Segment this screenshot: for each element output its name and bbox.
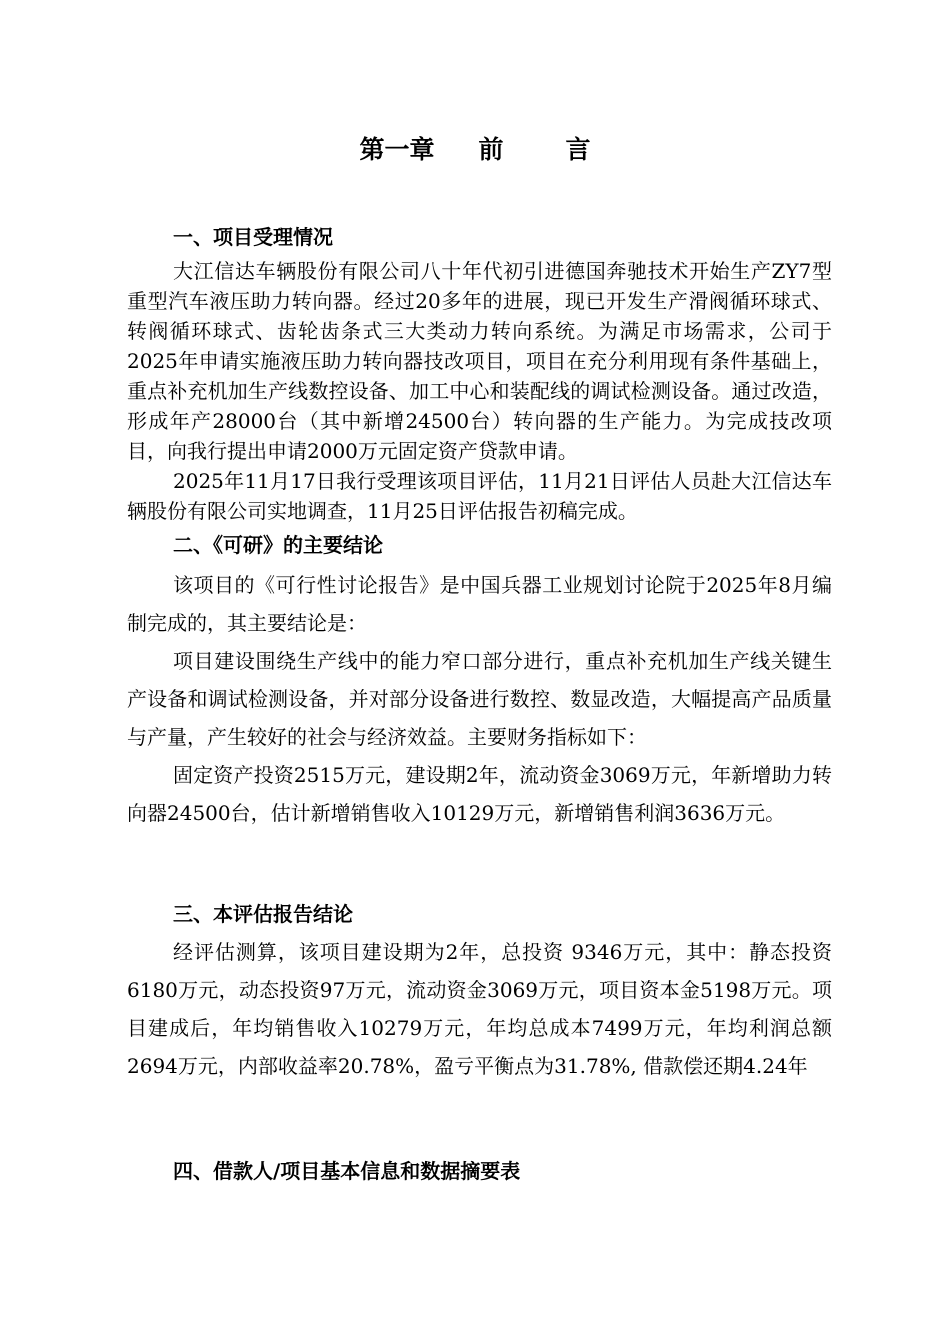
section-3 <box>127 899 832 1085</box>
chapter-title-char-2: 言 <box>565 135 591 164</box>
section-1 <box>127 222 832 526</box>
section-2-heading: 二、《可研》的主要结论 <box>173 533 383 557</box>
section-4-heading: 四、借款人/项目基本信息和数据摘要表 <box>173 1159 521 1183</box>
section-4 <box>127 1156 832 1186</box>
chapter-title-char-1: 前 <box>478 135 504 164</box>
section-3-heading: 三、本评估报告结论 <box>173 902 353 926</box>
section-1-paragraph-2: 2025年11月17日我行受理该项目评估，11月21日评估人员赴大江信达车辆股份有限公司实地调查，11月25日评估报告初稿完成。 <box>127 469 832 523</box>
section-1-heading: 一、项目受理情况 <box>173 225 333 249</box>
chapter-number: 第一章 <box>359 135 435 164</box>
chapter-title <box>0 130 950 170</box>
section-2-paragraph-2: 项目建设围绕生产线中的能力窄口部分进行，重点补充机加生产线关键生产设备和调试检测设备，并对部分设备进行数控、数显改造，大幅提高产品质量与产量，产生较好的社会与经济效益。主要财务指标如下： <box>127 649 832 749</box>
section-2-paragraph-3: 固定资产投资2515万元，建设期2年，流动资金3069万元，年新增助力转向器24500台，估计新增销售收入10129万元，新增销售利润3636万元。 <box>127 763 832 825</box>
section-3-paragraph-1: 经评估测算，该项目建设期为2年，总投资 9346万元，其中：静态投资6180万元，动态投资97万元，流动资金3069万元，项目资本金5198万元。项目建成后，年均销售收入10279万元，年均总成本7499万元，年均利润总额2694万元，内部收益率20.78%，盈亏平衡点为31.78%, 借款偿还期4.24年 <box>127 940 832 1078</box>
section-2-paragraph-1: 该项目的《可行性讨论报告》是中国兵器工业规划讨论院于2025年8月编制完成的，其主要结论是： <box>127 573 832 635</box>
section-2 <box>127 530 832 832</box>
section-1-paragraph-1: 大江信达车辆股份有限公司八十年代初引进德国奔驰技术开始生产ZY7型重型汽车液压助力转向器。经过20多年的进展，现已开发生产滑阀循环球式、转阀循环球式、齿轮齿条式三大类动力转向系统。为满足市场需求，公司于2025年申请实施液压助力转向器技改项目，项目在充分利用现有条件基础上，重点补充机加生产线数控设备、加工中心和装配线的调试检测设备。通过改造，形成年产28000台（其中新增24500台）转向器的生产能力。为完成技改项目，向我行提出申请2000万元固定资产贷款申请。 <box>127 259 832 463</box>
